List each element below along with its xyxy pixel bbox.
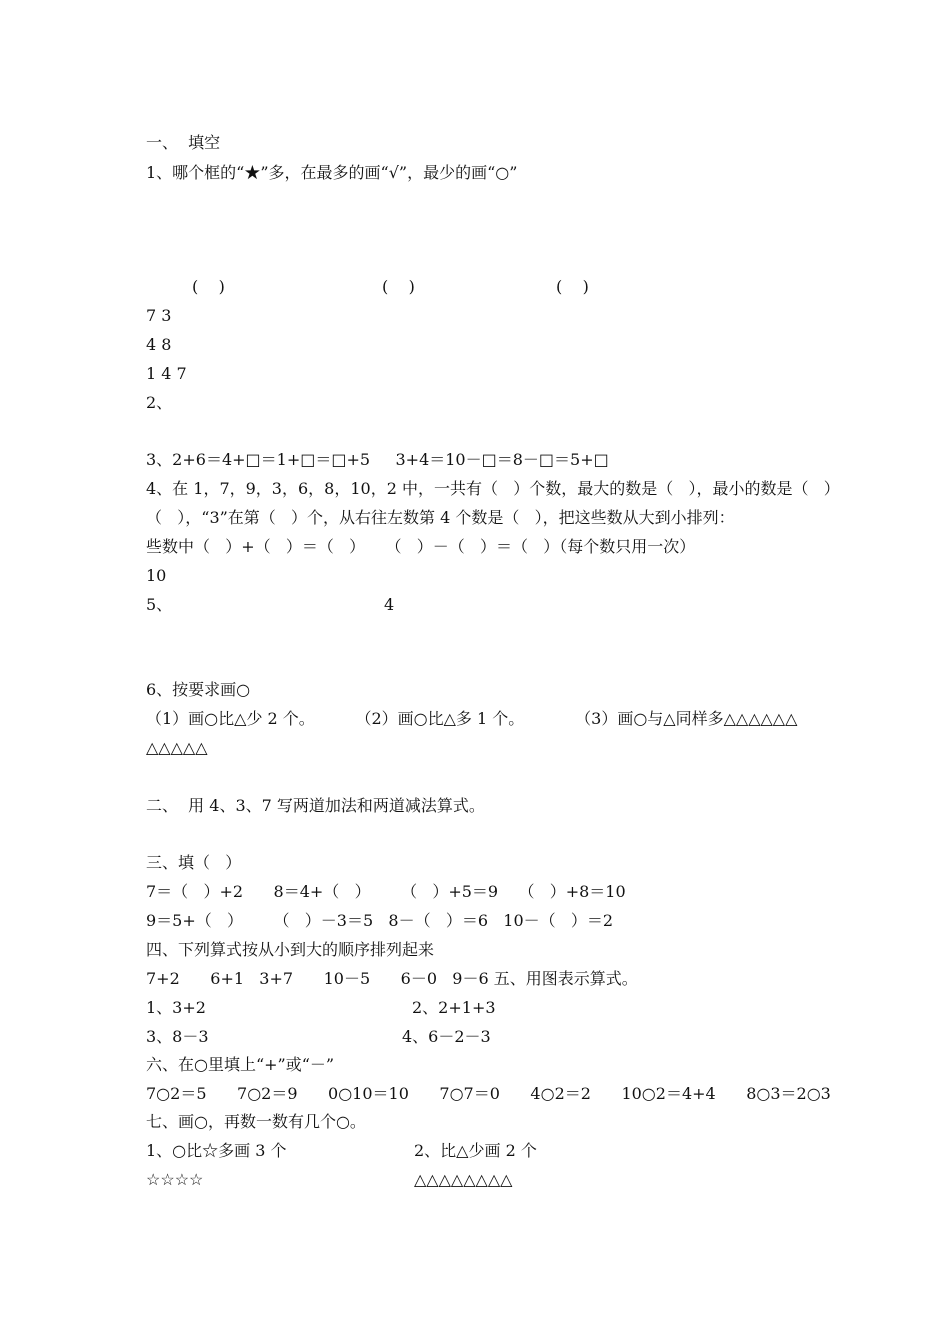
question-1: 1、哪个框的“★”多，在最多的画“√”，最少的画“○”	[146, 163, 518, 182]
question-3: 3、2+6＝4+□＝1+□＝□+5 3+4＝10－□＝8－□＝5+□	[146, 450, 609, 469]
section-7-item-2: 2、比△少画 2 个	[414, 1141, 537, 1160]
section-6-equations: 7○2＝5 7○2＝9 0○10＝10 7○7＝0 4○2＝2 10○2＝4+4 8○3＝2○3	[146, 1084, 831, 1103]
question-4-line-1: 4、在 1，7，9，3，6，8，10，2 中，一共有（ ）个数，最大的数是（ ），最小的数是（ ）	[146, 479, 840, 498]
section-3-row-2: 9＝5+（ ） （ ）－3＝5 8－（ ）＝6 10－（ ）＝2	[146, 911, 614, 930]
answer-blank-2: ( )	[382, 277, 415, 296]
answer-blank-1: ( )	[192, 277, 225, 296]
numbers-row-3: 1 4 7	[146, 364, 187, 383]
numbers-row-2: 4 8	[146, 335, 172, 354]
section-7-item-1: 1、○比☆多画 3 个	[146, 1141, 287, 1160]
question-6: 6、按要求画○	[146, 680, 251, 699]
section-3-title: 三、填（ ）	[146, 853, 242, 872]
numbers-row-1: 7 3	[146, 306, 172, 325]
triangles-row: △△△△△	[146, 738, 208, 757]
section-5-item-1: 1、3+2	[146, 998, 206, 1017]
answer-blank-3: ( )	[556, 277, 589, 296]
section-6-title: 六、在○里填上“+”或“－”	[146, 1055, 335, 1074]
stars-row: ☆☆☆☆	[146, 1170, 204, 1189]
section-4-expressions: 7+2 6+1 3+7 10－5 6－0 9－6 五、用图表示算式。	[146, 969, 638, 988]
section-3-row-1: 7＝（ ）+2 8＝4+（ ） （ ）+5＝9 （ ）+8＝10	[146, 882, 626, 901]
number-10: 10	[146, 566, 167, 585]
section-4-title: 四、下列算式按从小到大的顺序排列起来	[146, 940, 435, 959]
question-2: 2、	[146, 393, 173, 412]
section-7-title: 七、画○，再数一数有几个○。	[146, 1112, 366, 1131]
section-5-item-4: 4、6－2－3	[402, 1027, 491, 1046]
section-2-title: 二、 用 4、3、7 写两道加法和两道减法算式。	[146, 796, 485, 815]
section-1-title: 一、 填空	[146, 133, 221, 152]
section-5-item-2: 2、2+1+3	[412, 998, 496, 1017]
question-4-line-2: （ ），“3”在第（ ）个，从右往左数第 4 个数是（ ），把这些数从大到小排列：	[146, 508, 735, 527]
question-4-line-3: 些数中（ ）+（ ）＝（ ） （ ）－（ ）＝（ ）（每个数只用一次）	[146, 537, 696, 556]
section-5-item-3: 3、8－3	[146, 1027, 209, 1046]
question-6-parts: （1）画○比△少 2 个。 （2）画○比△多 1 个。 （3）画○与△同样多△△△△△△	[146, 709, 798, 728]
triangles-row-2: △△△△△△△△	[414, 1170, 513, 1189]
number-4: 4	[384, 595, 395, 614]
question-5: 5、	[146, 595, 173, 614]
